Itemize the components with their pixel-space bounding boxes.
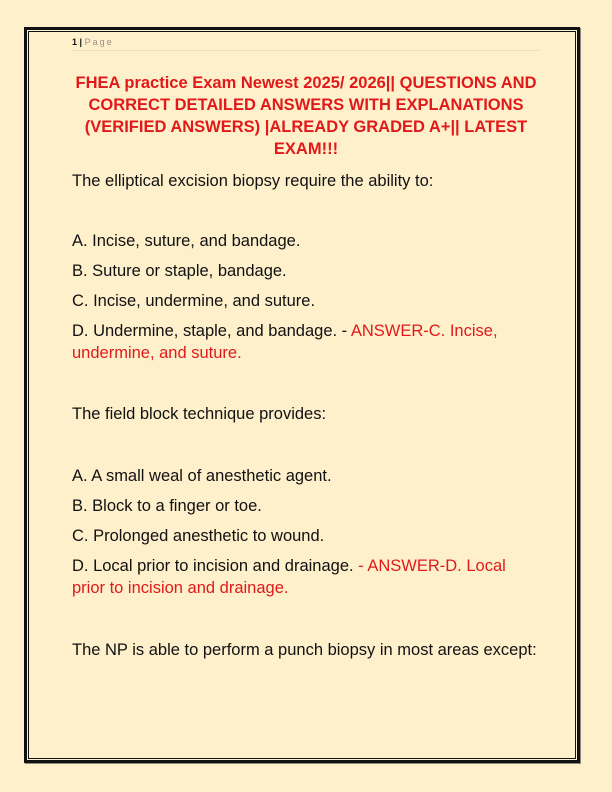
page-number: 1: [72, 37, 78, 47]
page-label: Page: [84, 37, 114, 47]
question-3-text: The NP is able to perform a punch biopsy in most areas except:: [72, 641, 537, 659]
question-1-option-d-with-answer: [72, 320, 542, 364]
question-2-option-d: D. Local prior to incision and drainage.: [72, 557, 354, 575]
question-2-option-d-with-answer: [72, 555, 542, 599]
page-header: [72, 36, 540, 51]
question-2-text: The field block technique provides:: [72, 405, 327, 423]
question-1-option-b: B. Suture or staple, bandage.: [72, 262, 287, 280]
question-1-option-a: A. Incise, suture, and bandage.: [72, 232, 301, 250]
question-2-option-a: A. A small weal of anesthetic agent.: [72, 467, 332, 485]
question-1-option-d: D. Undermine, staple, and bandage. -: [72, 322, 348, 340]
page-separator: |: [79, 37, 83, 47]
question-2-answer: - ANSWER-D. Local prior to incision and drainage.: [72, 557, 506, 597]
question-1-answer: ANSWER-C. Incise, undermine, and suture.: [72, 322, 498, 362]
question-1-option-c: C. Incise, undermine, and suture.: [72, 292, 316, 310]
document-title: FHEA practice Exam Newest 2025/ 2026|| QUESTIONS AND CORRECT DETAILED ANSWERS WITH EXPLANATIONS (VERIFIED ANSWERS) |ALREADY GRADED A+|| LATEST EXAM!!!: [75, 74, 537, 158]
question-2-option-c: C. Prolonged anesthetic to wound.: [72, 527, 325, 545]
question-2-option-b: B. Block to a finger or toe.: [72, 497, 262, 515]
question-1-text: The elliptical excision biopsy require the ability to:: [72, 172, 434, 190]
